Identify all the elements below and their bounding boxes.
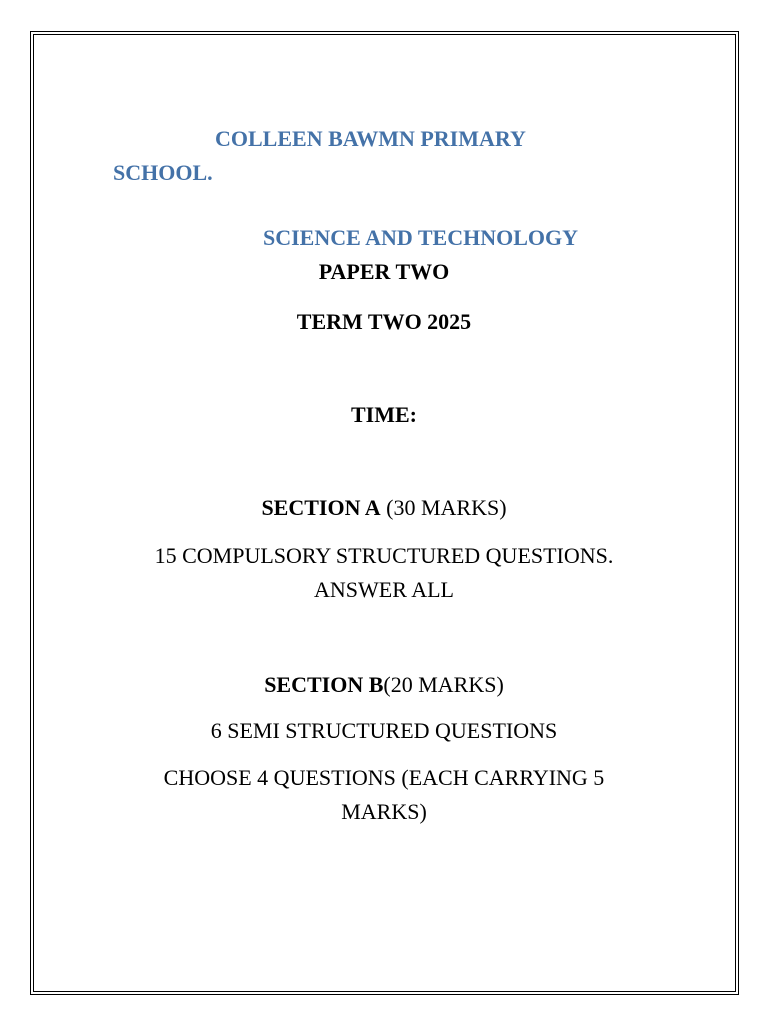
section-a-label: SECTION A <box>261 495 381 520</box>
section-b-heading <box>0 672 768 698</box>
section-a-line1: 15 COMPULSORY STRUCTURED QUESTIONS. <box>154 543 614 568</box>
subject-title: SCIENCE AND TECHNOLOGY <box>263 225 578 250</box>
section-b-marks: (20 MARKS) <box>383 672 504 697</box>
school-name-line2: SCHOOL. <box>113 160 213 185</box>
term-title: TERM TWO 2025 <box>296 309 472 334</box>
section-b-line2: CHOOSE 4 QUESTIONS (EACH CARRYING 5 <box>163 765 605 790</box>
paper-title: PAPER TWO <box>318 259 450 284</box>
time-label: TIME: <box>351 402 417 427</box>
section-a-heading <box>0 495 768 521</box>
section-a-line2: ANSWER ALL <box>314 577 454 602</box>
school-name-line1: COLLEEN BAWMN PRIMARY <box>215 126 526 151</box>
section-b-label: SECTION B <box>264 672 384 697</box>
section-b-line1: 6 SEMI STRUCTURED QUESTIONS <box>210 718 558 743</box>
section-b-line3: MARKS) <box>341 799 427 824</box>
section-a-marks: (30 MARKS) <box>380 495 507 520</box>
